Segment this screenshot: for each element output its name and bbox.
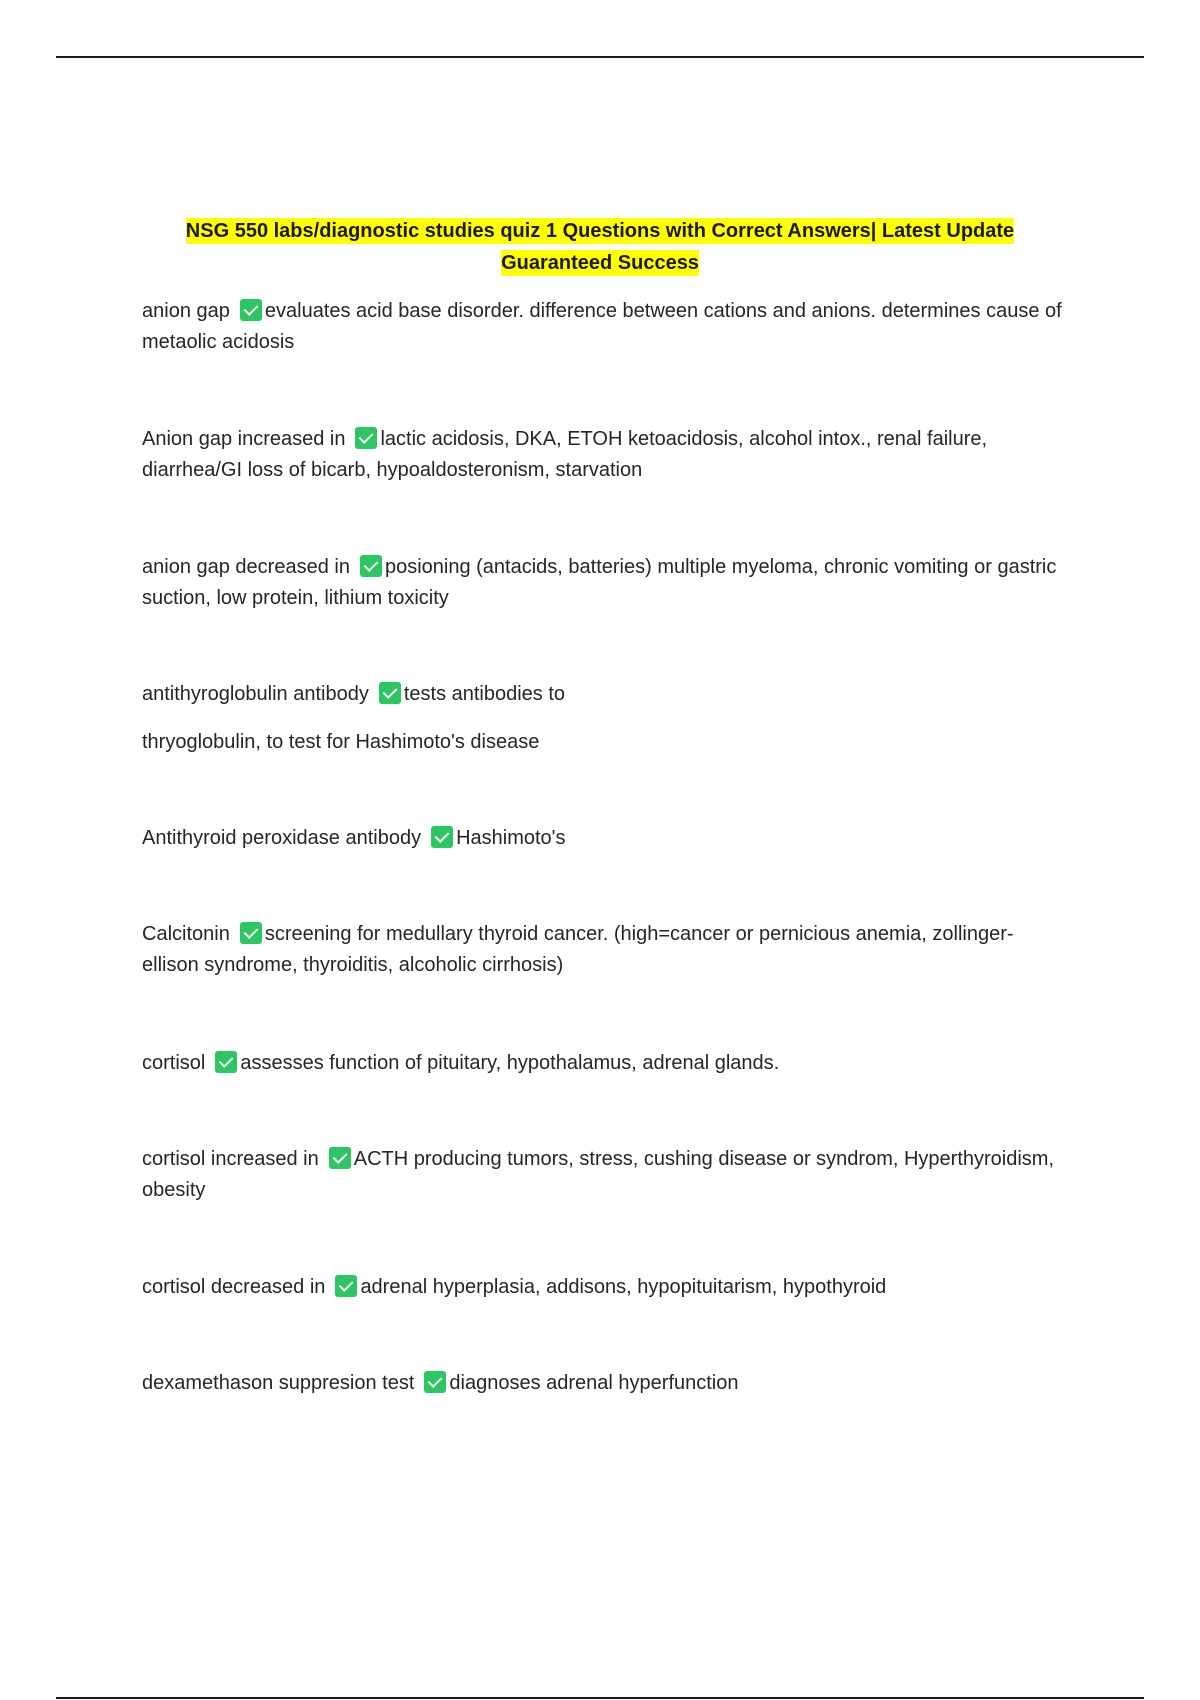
qa-entry — [142, 919, 1062, 981]
qa-answer-continued: thryoglobulin, to test for Hashimoto's disease — [142, 731, 540, 753]
qa-term: cortisol increased in — [142, 1148, 319, 1170]
check-mark-icon — [240, 299, 262, 321]
check-mark-icon — [215, 1051, 237, 1073]
check-mark-icon — [379, 682, 401, 704]
qa-answer: Hashimoto's — [456, 827, 566, 849]
check-mark-icon — [329, 1147, 351, 1169]
qa-entry — [142, 1144, 1062, 1206]
qa-term: antithyroglobulin antibody — [142, 683, 369, 705]
check-mark-icon — [240, 922, 262, 944]
header-rule — [56, 56, 1144, 58]
qa-term: dexamethason suppresion test — [142, 1372, 415, 1394]
qa-entry — [142, 552, 1062, 614]
document-title — [140, 215, 1060, 279]
title-line-1: NSG 550 labs/diagnostic studies quiz 1 Questions with Correct Answers| Latest Update — [185, 220, 1015, 242]
qa-term: Calcitonin — [142, 923, 230, 945]
qa-entry — [142, 823, 1062, 854]
footer-rule — [56, 1697, 1144, 1699]
qa-answer: lactic acidosis, DKA, ETOH ketoacidosis, alcohol intox., renal failure, diarrhea/GI loss of bicarb, hypoaldosteronism, starvation — [142, 428, 988, 481]
qa-entry — [142, 1368, 1062, 1399]
qa-entry — [142, 679, 1062, 710]
check-mark-icon — [360, 555, 382, 577]
qa-answer: posioning (antacids, batteries) multiple myeloma, chronic vomiting or gastric suction, low protein, lithium toxicity — [142, 556, 1057, 609]
qa-answer: tests antibodies to — [403, 683, 566, 705]
qa-term: Antithyroid peroxidase antibody — [142, 827, 422, 849]
qa-answer: adrenal hyperplasia, addisons, hypopituitarism, hypothyroid — [360, 1276, 887, 1298]
qa-term: anion gap decreased in — [142, 556, 350, 578]
check-mark-icon — [431, 826, 453, 848]
title-line-2: Guaranteed Success — [501, 252, 699, 274]
check-mark-icon — [355, 427, 377, 449]
qa-term: cortisol decreased in — [142, 1276, 326, 1298]
qa-entry — [142, 296, 1062, 358]
qa-term: Anion gap increased in — [142, 428, 346, 450]
check-mark-icon — [424, 1371, 446, 1393]
qa-entry — [142, 1272, 1062, 1303]
qa-answer: evaluates acid base disorder. difference between cations and anions. determines cause of metaolic acidosis — [142, 300, 1062, 353]
qa-answer: screening for medullary thyroid cancer. (high=cancer or pernicious anemia, zollinger-ellison syndrome, thyroiditis, alcoholic cirrhosis) — [142, 923, 1014, 976]
qa-entry — [142, 424, 1062, 486]
qa-answer: ACTH producing tumors, stress, cushing disease or syndrom, Hyperthyroidism, obesity — [142, 1148, 1055, 1201]
qa-term: cortisol — [142, 1052, 206, 1074]
qa-term: anion gap — [142, 300, 230, 322]
qa-entry — [142, 1048, 1062, 1079]
qa-answer: assesses function of pituitary, hypothalamus, adrenal glands. — [240, 1052, 780, 1074]
qa-answer: diagnoses adrenal hyperfunction — [449, 1372, 739, 1394]
check-mark-icon — [335, 1275, 357, 1297]
